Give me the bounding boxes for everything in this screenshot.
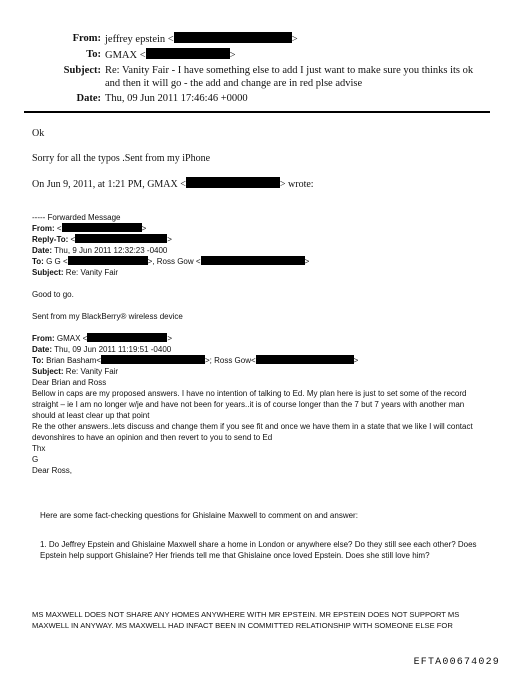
header-from-label: From:	[72, 33, 101, 44]
redaction-box	[201, 256, 305, 265]
msg2-signoff: G	[32, 455, 39, 464]
fwd-date-row: Date: Thu, 9 Jun 2011 12:32:23 -0400	[32, 246, 168, 255]
header-subject-row	[24, 64, 490, 90]
redaction-box	[68, 256, 148, 265]
msg2-para2: Re the other answers..lets discuss and change them if you see fit and once we have them in a state that we like I will contact devonshires to have an opinion and then revert to you to send to Ed	[32, 422, 473, 442]
bates-number: EFTA00674029	[413, 657, 500, 668]
header-to-end: >	[229, 50, 236, 61]
email-header	[24, 32, 490, 107]
msg2-greeting: Dear Brian and Ross	[32, 378, 107, 387]
msg2-thx: Thx	[32, 444, 46, 453]
msg2-to-row: To: Brian Basham< >; Ross Gow< >	[32, 356, 359, 365]
header-from-end: >	[291, 34, 298, 45]
quoted-question-1: 1. Do Jeffrey Epstein and Ghislaine Maxwell share a home in London or anywhere else? Do they still see each other? Does Epstein help support Ghislaine? Her friends tell me that Ghislaine once loved Epstein. Does she still love him?	[40, 540, 477, 560]
fwd-good-to-go: Good to go.	[32, 290, 74, 299]
header-date-row	[24, 92, 490, 105]
header-subject-label: Subject:	[63, 65, 101, 76]
header-from-value: jeffrey epstein <	[105, 34, 174, 45]
redaction-box	[101, 355, 205, 364]
forward-marker: ----- Forwarded Message	[32, 213, 121, 222]
header-to-row	[24, 48, 490, 62]
fwd-to-row: To: G G < >, Ross Gow < >	[32, 257, 310, 266]
forwarded-message	[32, 212, 482, 476]
msg2-from-row: From: GMAX < >	[32, 334, 173, 343]
quoted-questions	[40, 510, 480, 571]
answer-caps: MS MAXWELL DOES NOT SHARE ANY HOMES ANYWHERE WITH MR EPSTEIN. MR EPSTEIN DOES NOT SUPPORT MS MAXWELL IN ANYWAY. MS MAXWELL HAD INFACT BEEN IN COMMITTED RELATIONSHIP WITH SOMEONE ELSE FOR	[32, 610, 460, 630]
fwd-replyto-row: Reply-To: < >	[32, 235, 172, 244]
redaction-box	[87, 333, 167, 342]
header-to-label: To:	[86, 49, 101, 60]
redaction-box	[186, 177, 280, 188]
header-divider	[24, 111, 490, 113]
fwd-from-row: From: < >	[32, 224, 147, 233]
header-date-value: Thu, 09 Jun 2011 17:46:46 +0000	[105, 93, 248, 104]
msg2-subject-row: Subject: Re: Vanity Fair	[32, 367, 119, 376]
redaction-box	[62, 223, 142, 232]
header-date-label: Date:	[76, 93, 101, 104]
header-to-value: GMAX <	[105, 50, 146, 61]
redaction-box	[256, 355, 354, 364]
reply-line-typos: Sorry for all the typos .Sent from my iPhone	[32, 153, 211, 164]
quoted-intro: Here are some fact-checking questions for Ghislaine Maxwell to comment on and answer:	[40, 511, 358, 520]
reply-line-wrote: On Jun 9, 2011, at 1:21 PM, GMAX < > wrote:	[32, 179, 314, 190]
msg2-date-row: Date: Thu, 09 Jun 2011 11:19:51 -0400	[32, 345, 172, 354]
msg2-para1: Bellow in caps are my proposed answers. I have no intention of talking to Ed. My plan here is just to set some of the record straight – ie I am no longer w/je and have not been for years..it is of course longer than the 7 but 7 years with another man should at least clear up that point	[32, 389, 467, 420]
msg2-dear-ross: Dear Ross,	[32, 466, 73, 475]
reply-line-ok: Ok	[32, 128, 45, 139]
header-subject-value: Re: Vanity Fair - I have something else to add I just want to make sure you thinks its ok and then it will go - the add and change are in red plse advise	[105, 65, 474, 89]
redaction-box	[174, 32, 292, 43]
header-from-row	[24, 32, 490, 46]
reply-body	[32, 127, 492, 203]
fwd-sent-from: Sent from my BlackBerry® wireless device	[32, 312, 183, 321]
fwd-subject-row: Subject: Re: Vanity Fair	[32, 268, 119, 277]
redaction-box	[75, 234, 167, 243]
redaction-box	[146, 48, 230, 59]
